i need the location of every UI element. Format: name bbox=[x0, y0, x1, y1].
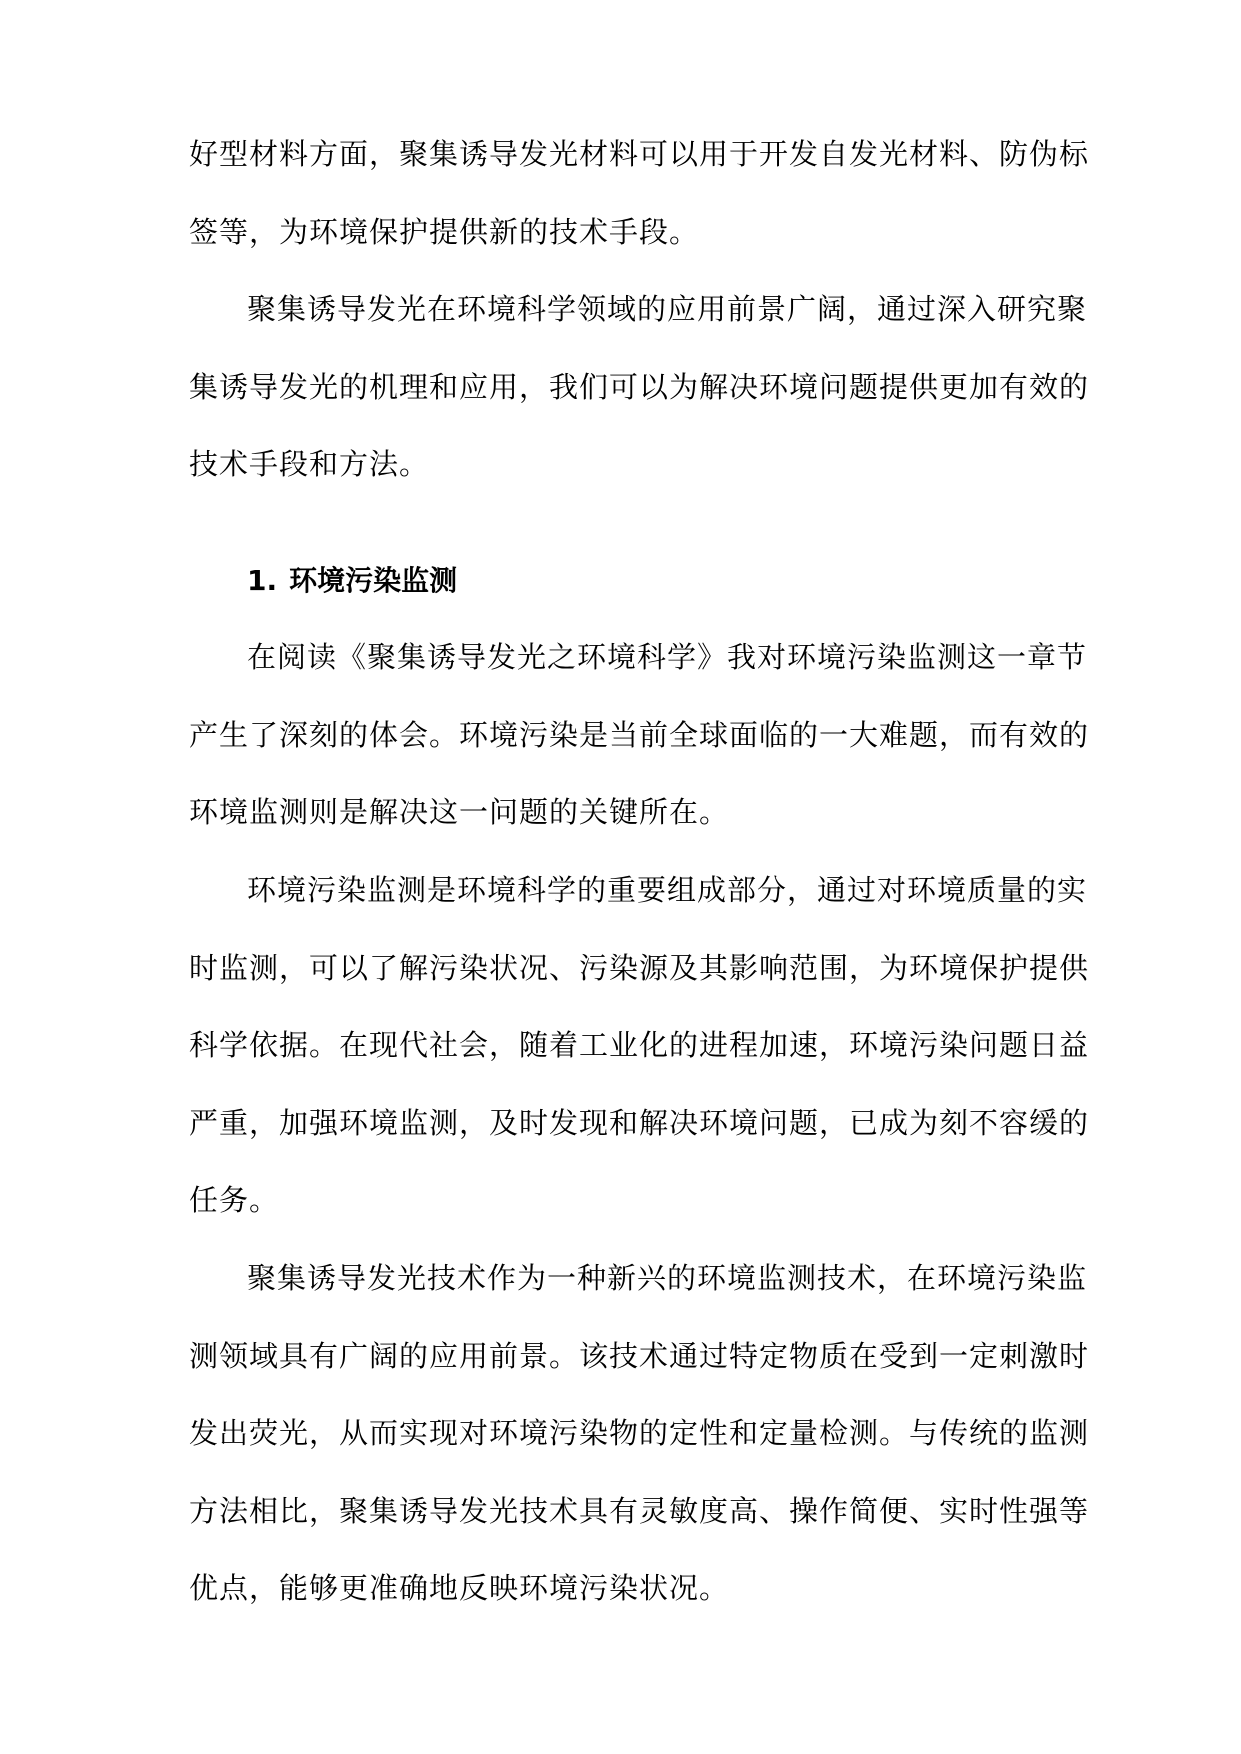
paragraph-aie-technology bbox=[189, 1240, 1090, 1628]
paragraph-line: 时监测，可以了解污染状况、污染源及其影响范围，为环境保护提供 bbox=[189, 950, 1090, 985]
section-number: 1. bbox=[247, 564, 278, 597]
paragraph-line: 在阅读《聚集诱导发光之环境科学》我对环境污染监测这一章节 bbox=[247, 640, 1088, 674]
paragraph-line: 优点，能够更准确地反映环境污染状况。 bbox=[189, 1571, 730, 1605]
section-title: 环境污染监测 bbox=[289, 564, 458, 597]
paragraph-line: 产生了深刻的体会。环境污染是当前全球面临的一大难题，而有效的 bbox=[189, 717, 1090, 752]
paragraph-line: 环境监测则是解决这一问题的关键所在。 bbox=[189, 795, 730, 829]
paragraph-monitoring-importance bbox=[189, 852, 1090, 1240]
paragraph-reading-reflection bbox=[189, 619, 1090, 852]
paragraph-continuation bbox=[189, 116, 1090, 271]
paragraph-line: 环境污染监测是环境科学的重要组成部分，通过对环境质量的实 bbox=[247, 873, 1088, 907]
paragraph-line: 方法相比，聚集诱导发光技术具有灵敏度高、操作简便、实时性强等 bbox=[189, 1493, 1090, 1528]
paragraph-line: 技术手段和方法。 bbox=[189, 447, 430, 481]
paragraph-line: 任务。 bbox=[189, 1183, 280, 1217]
paragraph-line: 好型材料方面，聚集诱导发光材料可以用于开发自发光材料、防伪标 bbox=[189, 137, 1090, 171]
paragraph-line: 发出荧光，从而实现对环境污染物的定性和定量检测。与传统的监测 bbox=[189, 1416, 1090, 1450]
paragraph-line: 签等，为环境保护提供新的技术手段。 bbox=[189, 214, 700, 249]
section-heading bbox=[247, 561, 457, 601]
paragraph-line: 集诱导发光的机理和应用，我们可以为解决环境问题提供更加有效的 bbox=[189, 369, 1090, 404]
paragraph-line: 严重，加强环境监测，及时发现和解决环境问题，已成为刻不容缓的 bbox=[189, 1105, 1090, 1140]
paragraph-line: 聚集诱导发光在环境科学领域的应用前景广阔，通过深入研究聚 bbox=[247, 292, 1088, 326]
paragraph-line: 科学依据。在现代社会，随着工业化的进程加速，环境污染问题日益 bbox=[189, 1028, 1090, 1062]
paragraph-line: 测领域具有广阔的应用前景。该技术通过特定物质在受到一定刺激时 bbox=[189, 1338, 1090, 1373]
paragraph-aie-prospects bbox=[189, 271, 1090, 504]
paragraph-line: 聚集诱导发光技术作为一种新兴的环境监测技术，在环境污染监 bbox=[247, 1261, 1088, 1295]
